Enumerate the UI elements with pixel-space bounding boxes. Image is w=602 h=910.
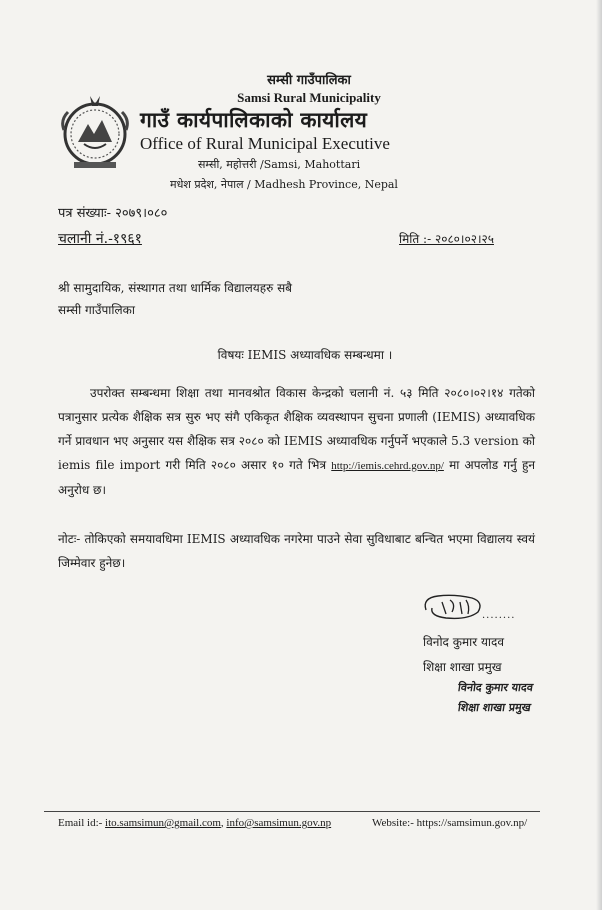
stamp-title: शिक्षा शाखा प्रमुख (457, 701, 532, 714)
dispatch-number: चलानी नं.-१९६१ (58, 231, 142, 247)
website-link[interactable]: https://samsimun.gov.np/ (416, 817, 528, 829)
signature-dots: ........ (482, 610, 516, 621)
address-line-2: मधेश प्रदेश, नेपाल / Madhesh Province, Nepal (170, 178, 398, 191)
municipality-name-nepali: सम्सी गाउँपालिका (267, 73, 351, 88)
letter-date: मिति :- २०८०।०२।२५ (399, 232, 494, 246)
email-link-1[interactable]: ito.samsimun@gmail.com (105, 817, 221, 829)
address-line-1: सम्सी, महोत्तरी /Samsi, Mahottari (198, 158, 361, 171)
page-edge-shadow (596, 0, 602, 910)
office-name-english: Office of Rural Municipal Executive (140, 134, 390, 153)
email-separator: , (220, 817, 227, 829)
email-link-2[interactable]: info@samsimun.gov.np (226, 817, 332, 829)
recipient-line-2: सम्सी गाउँपालिका (58, 303, 135, 317)
body-paragraph (58, 381, 535, 502)
footer-divider (44, 811, 540, 812)
signatory-name: विनोद कुमार यादव (423, 635, 505, 649)
note-paragraph: नोटः- तोकिएको समयावधिमा IEMIS अध्यावधिक नगरेमा पाउने सेवा सुविधाबाट बन्चित भएमा विद्यालय स्वयं जिम्मेवार हुनेछ। (58, 532, 535, 570)
stamp-name: विनोद कुमार यादव (457, 681, 534, 694)
office-name-nepali: गाउँ कार्यपालिकाको कार्यालय (140, 107, 368, 132)
footer-website (372, 817, 527, 829)
website-label: Website:- (372, 817, 414, 829)
recipient-line-1: श्री सामुदायिक, संस्थागत तथा धार्मिक विद्यालयहरु सबै (58, 281, 293, 295)
signatory-title: शिक्षा शाखा प्रमुख (423, 660, 502, 674)
subject-line: विषयः IEMIS अध्यावधिक सम्बन्धमा । (217, 348, 393, 362)
municipality-name-english: Samsi Rural Municipality (237, 90, 381, 105)
letter-number: पत्र संख्याः- २०७९।०८० (58, 206, 168, 221)
footer-email (58, 817, 331, 829)
body-text-part2: मा अपलोड गर्नु हुन अनुरोध छ। (58, 458, 535, 497)
body-text-part1: उपरोक्त सम्बन्धमा शिक्षा तथा मानवश्रोत विकास केन्द्रको चलानी नं. ५३ मिति २०८०।०२।१४ गतेको पत्रानुसार प्रत्येक शैक्षिक सत्र सुरु भए संगै एकिकृत शैक्षिक व्यवस्थापन सुचना प्रणाली (IEMIS) अध्यावधिक गर्ने प्रावधान भए अनुसार यस शैक्षिक सत्र २०८० को IEMIS अध्यावधिक गर्नुपर्ने भएकाले 5.3 version को iemis file import गरी मिति २०८० असार १० गते भित्र (58, 386, 535, 472)
iemis-link[interactable]: http://iemis.cehrd.gov.np/ (331, 460, 444, 472)
email-label: Email id:- (58, 817, 103, 829)
